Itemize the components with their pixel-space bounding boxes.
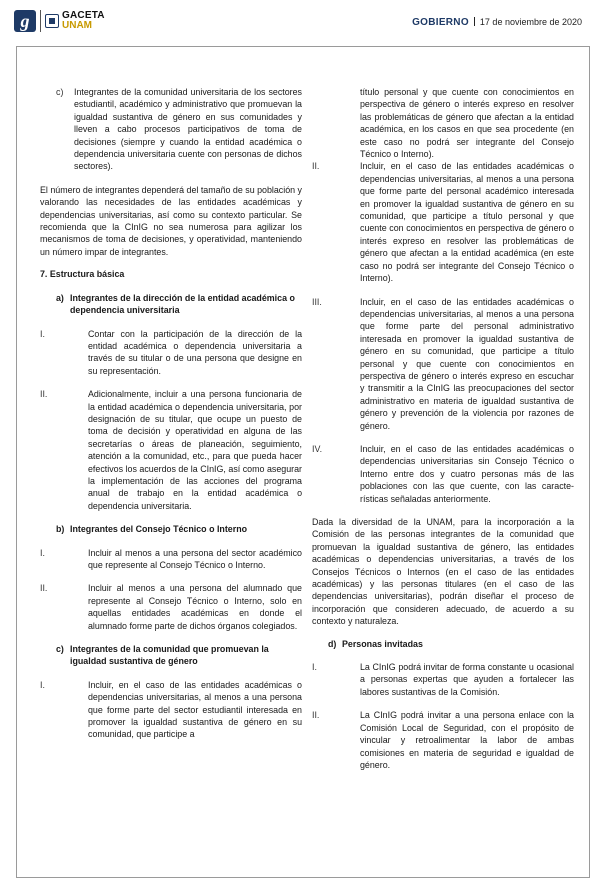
item-text: Incluir al menos a una persona del sector académico que represente al Consejo Técnico o Interno.	[88, 547, 302, 570]
list-item	[40, 679, 302, 741]
item-text: Incluir, en el caso de las entidades académicas o dependencias universitarias, al menos a una persona que forme parte del sector estudiantil interesada en promover la igualdad sustantiva de género en su comunidad, que participe a	[88, 679, 302, 740]
item-label: II.	[40, 583, 48, 594]
item-label: I.	[312, 662, 317, 673]
list-item	[312, 661, 574, 698]
paragraph-diversidad: Dada la diversidad de la UNAM, para la incorporación a la Comisión de las personas integrantes de la comunidad que promuevan la igualdad sustantiva de género, las entidades académicas o dependencias universitarias, a través de los Consejos Técnicos o Internos (en el caso de las entidades académicas) y las personas titulares (en el caso de las dependencias universitarias), podrán diseñar el proceso de incorporación que consideren adecuado, de acuerdo a su contexto y naturaleza.	[312, 517, 574, 627]
section-heading-7: 7. Estructura básica	[40, 269, 125, 280]
list-item	[312, 709, 574, 771]
list-item	[312, 160, 574, 284]
gaceta-logo-mark: g	[14, 10, 36, 32]
subheading-d	[312, 638, 574, 650]
item-label: II.	[312, 710, 320, 721]
list-item	[40, 388, 302, 512]
item-text: Adicionalmente, incluir a una persona funcionaria de la entidad académica o dependencia universitaria, por designación de su titular, que ocupe un puesto de toma de decisión y operatividad en alguna de las secretarías o áreas de planeación, seguimiento, atención a la comunidad, etc., para que pueda hacer efectivos los acuerdos de la CInIG, así como asegurar la implementación de las acciones del programa anual de trabajo en la entidad académica o dependencia universitaria.	[88, 389, 302, 511]
item-text: La CInIG podrá invitar a una persona enlace con la Comisión Local de Seguridad, con el propósito de vincular y retroalimentar la labor de ambas comisiones en materia de seguridad e igualdad de género.	[360, 710, 574, 770]
item-text: Contar con la participación de la dirección de la entidad académica o dependencia universitaria a través de su titular o de una persona que designe en su representación.	[88, 328, 302, 376]
item-label: I.	[40, 679, 45, 690]
subheading-label: b)	[56, 524, 65, 535]
item-label: III.	[312, 296, 322, 307]
subheading-label: a)	[56, 292, 64, 303]
subheading-label: c)	[56, 644, 64, 655]
continued-item-text: título personal y que cuente con conocimientos en perspectiva de género o interés expreso en resolver las problemáticas de género que afectan a la entidad académica, en los casos en que sea procedente (en este caso no podrá ser integrante del Consejo Técnico o Interno).	[360, 87, 574, 160]
item-label: I.	[40, 328, 45, 339]
publication-date: 17 de noviembre de 2020	[479, 17, 582, 27]
list-item	[40, 582, 302, 632]
logo-gaceta-text: GACETA	[62, 10, 105, 21]
header-meta	[412, 17, 582, 28]
unam-shield-icon	[45, 14, 59, 28]
subheading-c	[40, 643, 302, 668]
item-text: Incluir, en el caso de las entidades académicas o dependencias universitarias, al menos a una persona que forme parte del personal académico interesada en promover la igualdad sustantiva de género en su comunidad, que participe a título personal y que cuente con conocimientos en perspectiva de género o interés expreso en resolver las problemáticas de género que afectan a la entidad académica (en este caso no podrá ser integrante del Consejo Técnico o Interno).	[360, 161, 574, 284]
logo-wordmark	[62, 11, 105, 31]
list-item-c	[40, 86, 302, 173]
list-item	[312, 443, 574, 505]
left-column	[40, 86, 302, 752]
logo-divider	[40, 10, 41, 32]
gaceta-unam-logo	[14, 10, 105, 32]
subheading-label: d)	[328, 638, 337, 649]
item-text: Incluir, en el caso de las entidades académicas o dependencias universitarias sin Consejo Técnico o Interno entre dos y cuatro personas más de las poblaciones con las que cuente, con las caracte-rísticas señaladas anteriormente.	[360, 443, 574, 504]
item-text: Integrantes de la comunidad universitaria de los sectores estudiantil, académico y administrativo que promuevan la igualdad sustantiva de género en sus comunidades y lleven a cabo procesos participativos de toma de decisiones (siempre y cuando la entidad académica o dependencia universitaria cuente con personas de dichos sectores).	[74, 87, 302, 172]
section-label: GOBIERNO	[412, 17, 469, 28]
logo-unam-text: UNAM	[62, 20, 92, 31]
paragraph-integrantes: El número de integrantes dependerá del tamaño de su población y valorando las necesidades de las entidades académicas y dependencias universitarias, así como su contexto particular. Se recomienda que la CInIG no sea numerosa para agilizar los mecanismos de toma de decisiones, y operatividad, manteniendo un número impar de integrantes.	[40, 184, 302, 257]
list-item	[40, 547, 302, 572]
subheading-title: Personas invitadas	[342, 638, 423, 649]
subheading-title: Integrantes de la dirección de la entidad académica o dependencia universitaria	[70, 292, 295, 316]
item-text: Incluir al menos a una persona del alumnado que represente al Consejo Técnico o Interno, solo en aquellas entidades académicas en donde el alumnado forme parte de dichos órganos colegiados.	[88, 583, 302, 631]
item-label: II.	[312, 161, 320, 172]
item-label: c)	[56, 87, 64, 97]
item-label: II.	[40, 389, 48, 400]
list-item	[40, 328, 302, 378]
page-header	[0, 0, 608, 40]
list-item	[312, 296, 574, 432]
item-text: Incluir, en el caso de las entidades académicas o dependencias universitarias, al menos a una persona que forme parte del personal administrativo interesada en promover la igualdad sustantiva de género en su comunidad, que participe a título personal y que cuente con conocimientos en perspectiva de género o interés expreso en escuchar y transmitir a la CInIG las preocupaciones del sector administrativo en materia de igualdad sustantiva de género y prevención de la violencia por razones de género.	[360, 296, 574, 431]
item-label: IV.	[312, 443, 323, 454]
subheading-title: Integrantes del Consejo Técnico o Interno	[70, 524, 248, 535]
subheading-title: Integrantes de la comunidad que promuevan la igualdad sustantiva de género	[70, 644, 269, 667]
item-text: La CInIG podrá invitar de forma constante u ocasional a personas expertas que ayuden a fortalecer las labores sustantivas de la Comisión.	[360, 662, 574, 697]
header-divider	[474, 17, 475, 26]
subheading-a	[40, 292, 302, 317]
right-column	[312, 86, 574, 782]
subheading-b	[40, 523, 302, 535]
item-label: I.	[40, 547, 45, 558]
